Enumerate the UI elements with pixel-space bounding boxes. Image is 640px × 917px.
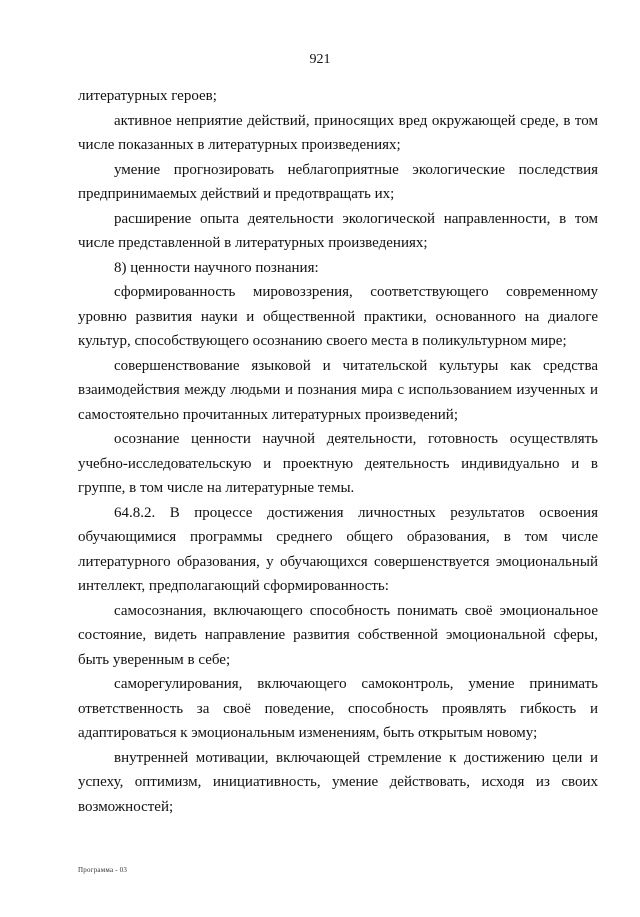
paragraph: осознание ценности научной деятельности, готовность осуществлять учебно-исследовательскую и проектную деятельность индивидуально и в группе, в том числе на литературные темы. — [78, 431, 598, 496]
paragraph: совершенствование языковой и читательской культуры как средства взаимодействия между людьми и познания мира с использованием изученных и самостоятельно прочитанных литературных произведений; — [78, 357, 598, 423]
paragraph: саморегулирования, включающего самоконтроль, умение принимать ответственность за своё поведение, способность проявлять гибкость и адаптироваться к эмоциональным изменениям, быть открытым новому; — [78, 676, 598, 741]
paragraph: расширение опыта деятельности экологической направленности, в том числе представленной в литературных произведениях; — [78, 210, 598, 251]
paragraph: активное неприятие действий, приносящих вред окружающей среде, в том числе показанных в литературных произведениях; — [78, 112, 598, 153]
paragraph: 64.8.2. В процессе достижения личностных результатов освоения обучающимися программы среднего общего образования, в том числе литературного образования, у обучающихся совершенствуется эмоциональный интеллект, предполагающий сформированность: — [78, 504, 598, 594]
section-heading: 8) ценности научного познания: — [114, 259, 319, 276]
paragraph: литературных героев; — [78, 88, 217, 104]
paragraph: внутренней мотивации, включающей стремление к достижению цели и успеху, оптимизм, инициативность, умение действовать, исходя из своих возможностей; — [78, 749, 598, 815]
paragraph: умение прогнозировать неблагоприятные экологические последствия предпринимаемых действий и предотвращать их; — [78, 161, 598, 202]
page-number: 921 — [309, 52, 331, 67]
paragraph: сформированность мировоззрения, соответствующего современному уровню развития науки и общественной практики, основанного на диалоге культур, способствующего осознанию своего места в поликультурном мире; — [78, 284, 598, 349]
footer-program-label: Программа - 03 — [78, 866, 128, 874]
paragraph: самосознания, включающего способность понимать своё эмоциональное состояние, видеть направление развития собственной эмоциональной сферы, быть уверенным в себе; — [78, 602, 598, 668]
document-body — [78, 84, 598, 819]
